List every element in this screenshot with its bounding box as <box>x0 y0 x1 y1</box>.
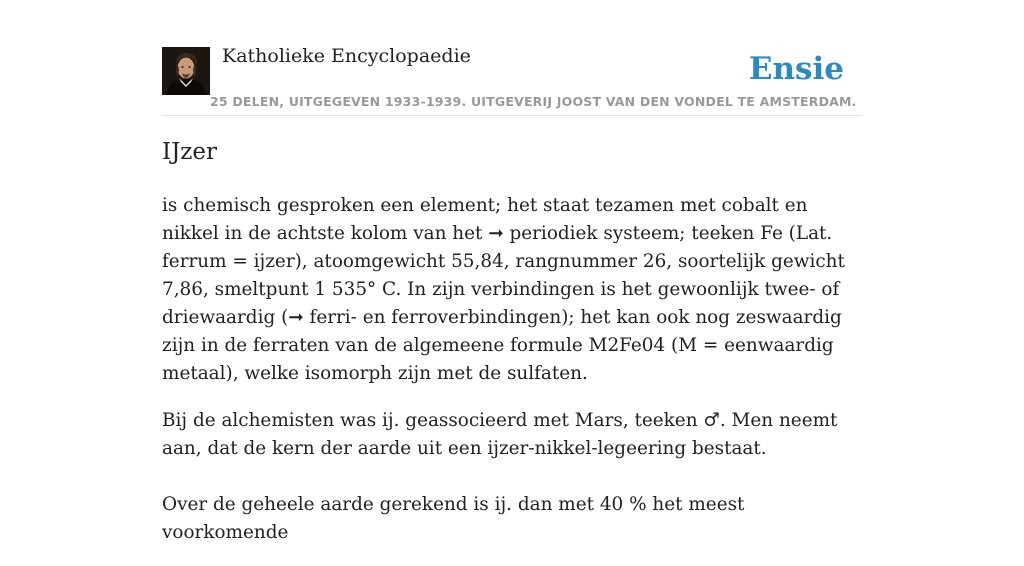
paragraph-1-text-a: is chemisch gesproken een element; het staat tezamen met cobalt en nikkel in de achtste kolom van het <box>162 195 808 244</box>
paragraph-1 <box>162 192 862 388</box>
source-subtitle: 25 DELEN, UITGEGEVEN 1933-1939. UITGEVERIJ JOOST VAN DEN VONDEL TE AMSTERDAM. <box>210 94 857 109</box>
source-avatar[interactable] <box>162 47 210 95</box>
link-ferri-ferroverbindingen[interactable] <box>288 307 561 328</box>
paragraph-3: Over de geheele aarde gerekend is ij. dan met 40 % het meest voorkomende <box>162 494 745 543</box>
article-container <box>162 0 862 543</box>
source-header <box>162 0 862 116</box>
link-periodiek-systeem-label: periodiek systeem <box>503 223 680 244</box>
paragraph-1-text-b: ; teeken Fe (Lat. ferrum = ijzer), atoomgewicht 55,84, rangnummer 26, soortelijk gewicht 7,86, smeltpunt 1 535° C. In zijn verbindingen is het gewoonlijk twee- of driewaardig ( <box>162 223 845 328</box>
source-title[interactable]: Katholieke Encyclopaedie <box>222 45 471 67</box>
paragraph-1-text-c: ); het kan ook nog zeswaardig zijn in de ferraten van de algemeene formule M2Fe04 (M = eenwaardig metaal), welke isomorph zijn met de sulfaten. <box>162 307 842 384</box>
link-periodiek-systeem[interactable] <box>488 223 679 244</box>
arrow-right-icon: ➞ <box>288 307 304 328</box>
portrait-avatar-icon <box>162 47 210 95</box>
paragraph-2: Bij de alchemisten was ij. geassocieerd met Mars, teeken ♂. Men neemt aan, dat de kern der aarde uit een ijzer-nikkel-legeering bestaat. <box>162 410 838 459</box>
entry-body <box>162 192 862 566</box>
entry-title: IJzer <box>162 139 218 165</box>
brand-logo-link[interactable]: Ensie <box>748 51 844 87</box>
link-ferri-ferroverbindingen-label: ferri- en ferroverbindingen <box>303 307 562 328</box>
arrow-right-icon: ➞ <box>488 223 504 244</box>
